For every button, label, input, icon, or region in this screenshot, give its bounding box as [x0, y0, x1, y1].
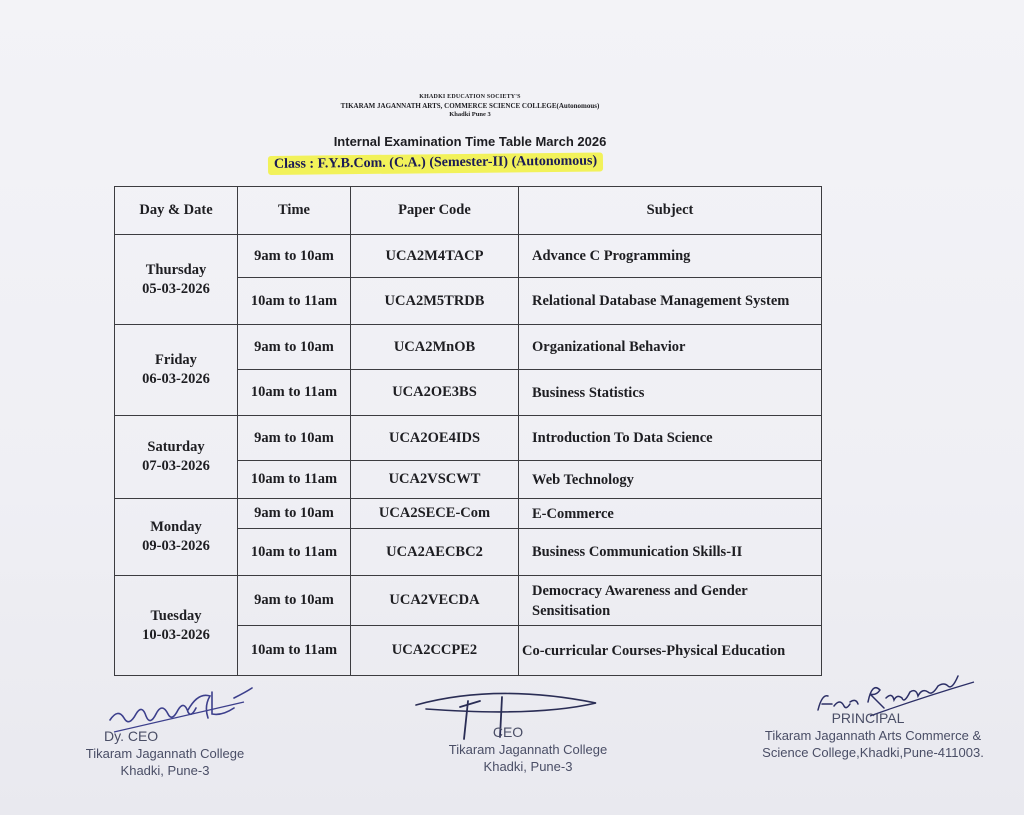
day-date-cell — [115, 416, 238, 499]
time-cell: 10am to 11am — [238, 626, 351, 676]
header-time: Time — [238, 187, 351, 235]
paper-code-cell: UCA2OE4IDS — [351, 416, 519, 461]
paper-code-cell: UCA2M4TACP — [351, 235, 519, 278]
class-label-highlighted: Class : F.Y.B.Com. (C.A.) (Semester-II) (Autonomous) — [268, 152, 603, 175]
ceo-place: Khadki, Pune-3 — [483, 759, 573, 774]
exam-date: 10-03-2026 — [142, 626, 210, 643]
table-row — [115, 576, 822, 626]
exam-date: 09-03-2026 — [142, 538, 210, 554]
ceo-stamp — [428, 724, 628, 775]
paper-code-cell: UCA2SECE-Com — [351, 499, 519, 529]
time-cell: 10am to 11am — [238, 370, 351, 416]
ceo-college: Tikaram Jagannath College — [448, 742, 608, 757]
subject-cell: Web Technology — [519, 461, 822, 499]
table-row — [115, 325, 822, 370]
subject-cell: E-Commerce — [519, 499, 822, 529]
subject-cell: Advance C Programming — [519, 235, 822, 278]
header-paper-code: Paper Code — [351, 187, 519, 235]
subject-cell: Relational Database Management System — [519, 278, 822, 325]
exam-date: 06-03-2026 — [142, 371, 210, 387]
day-name: Friday — [155, 352, 197, 368]
paper-code-cell: UCA2AECBC2 — [351, 529, 519, 576]
table-row — [115, 416, 822, 461]
subject-cell: Organizational Behavior — [519, 325, 822, 370]
day-name: Tuesday — [150, 607, 202, 624]
time-cell: 9am to 10am — [238, 499, 351, 529]
principal-stamp — [748, 710, 998, 761]
day-date-cell — [115, 325, 238, 416]
table-row — [115, 235, 822, 278]
subject-cell: Democracy Awareness and Gender Sensitisation — [519, 576, 822, 626]
time-cell: 10am to 11am — [238, 529, 351, 576]
time-cell: 10am to 11am — [238, 278, 351, 325]
time-cell: 9am to 10am — [238, 325, 351, 370]
time-cell: 9am to 10am — [238, 416, 351, 461]
day-date-cell — [115, 499, 238, 576]
subject-cell: Co-curricular Courses-Physical Education — [519, 626, 822, 676]
college-location: Khadki Pune 3 — [449, 111, 491, 118]
college-name: TIKARAM JAGANNATH ARTS, COMMERCE SCIENCE COLLEGE(Autonomous) — [340, 102, 600, 110]
paper-code-cell: UCA2MnOB — [351, 325, 519, 370]
header-subject: Subject — [519, 187, 822, 235]
exam-date: 07-03-2026 — [142, 458, 210, 474]
ceo-role: CEO — [492, 724, 524, 740]
dy-ceo-stamp — [70, 728, 260, 779]
paper-code-cell: UCA2OE3BS — [351, 370, 519, 416]
time-cell: 9am to 10am — [238, 235, 351, 278]
time-cell: 9am to 10am — [238, 576, 351, 626]
society-name: KHADKI EDUCATION SOCIETY'S — [419, 94, 521, 100]
day-name: Monday — [150, 519, 202, 535]
day-date-cell — [115, 235, 238, 325]
principal-role: PRINCIPAL — [831, 710, 905, 726]
paper-code-cell: UCA2M5TRDB — [351, 278, 519, 325]
subject-cell: Business Communication Skills-II — [519, 529, 822, 576]
document-title: Internal Examination Time Table March 2026 — [333, 134, 607, 149]
time-cell: 10am to 11am — [238, 461, 351, 499]
day-name: Saturday — [147, 439, 205, 455]
exam-date: 05-03-2026 — [142, 280, 210, 297]
dy-ceo-college: Tikaram Jagannath College — [85, 746, 245, 761]
principal-address: Science College,Khadki,Pune-411003. — [762, 745, 984, 760]
paper-code-cell: UCA2VECDA — [351, 576, 519, 626]
paper-code-cell: UCA2VSCWT — [351, 461, 519, 499]
dy-ceo-role: Dy. CEO — [104, 728, 159, 744]
table-header-row — [115, 187, 822, 235]
table-row — [115, 499, 822, 529]
exam-timetable — [114, 186, 822, 676]
subject-cell: Business Statistics — [519, 370, 822, 416]
header-day-date: Day & Date — [115, 187, 238, 235]
subject-cell: Introduction To Data Science — [519, 416, 822, 461]
dy-ceo-place: Khadki, Pune-3 — [120, 763, 210, 778]
day-name: Thursday — [145, 261, 207, 278]
principal-college: Tikaram Jagannath Arts Commerce & — [764, 728, 982, 743]
paper-code-cell: UCA2CCPE2 — [351, 626, 519, 676]
day-date-cell — [115, 576, 238, 676]
